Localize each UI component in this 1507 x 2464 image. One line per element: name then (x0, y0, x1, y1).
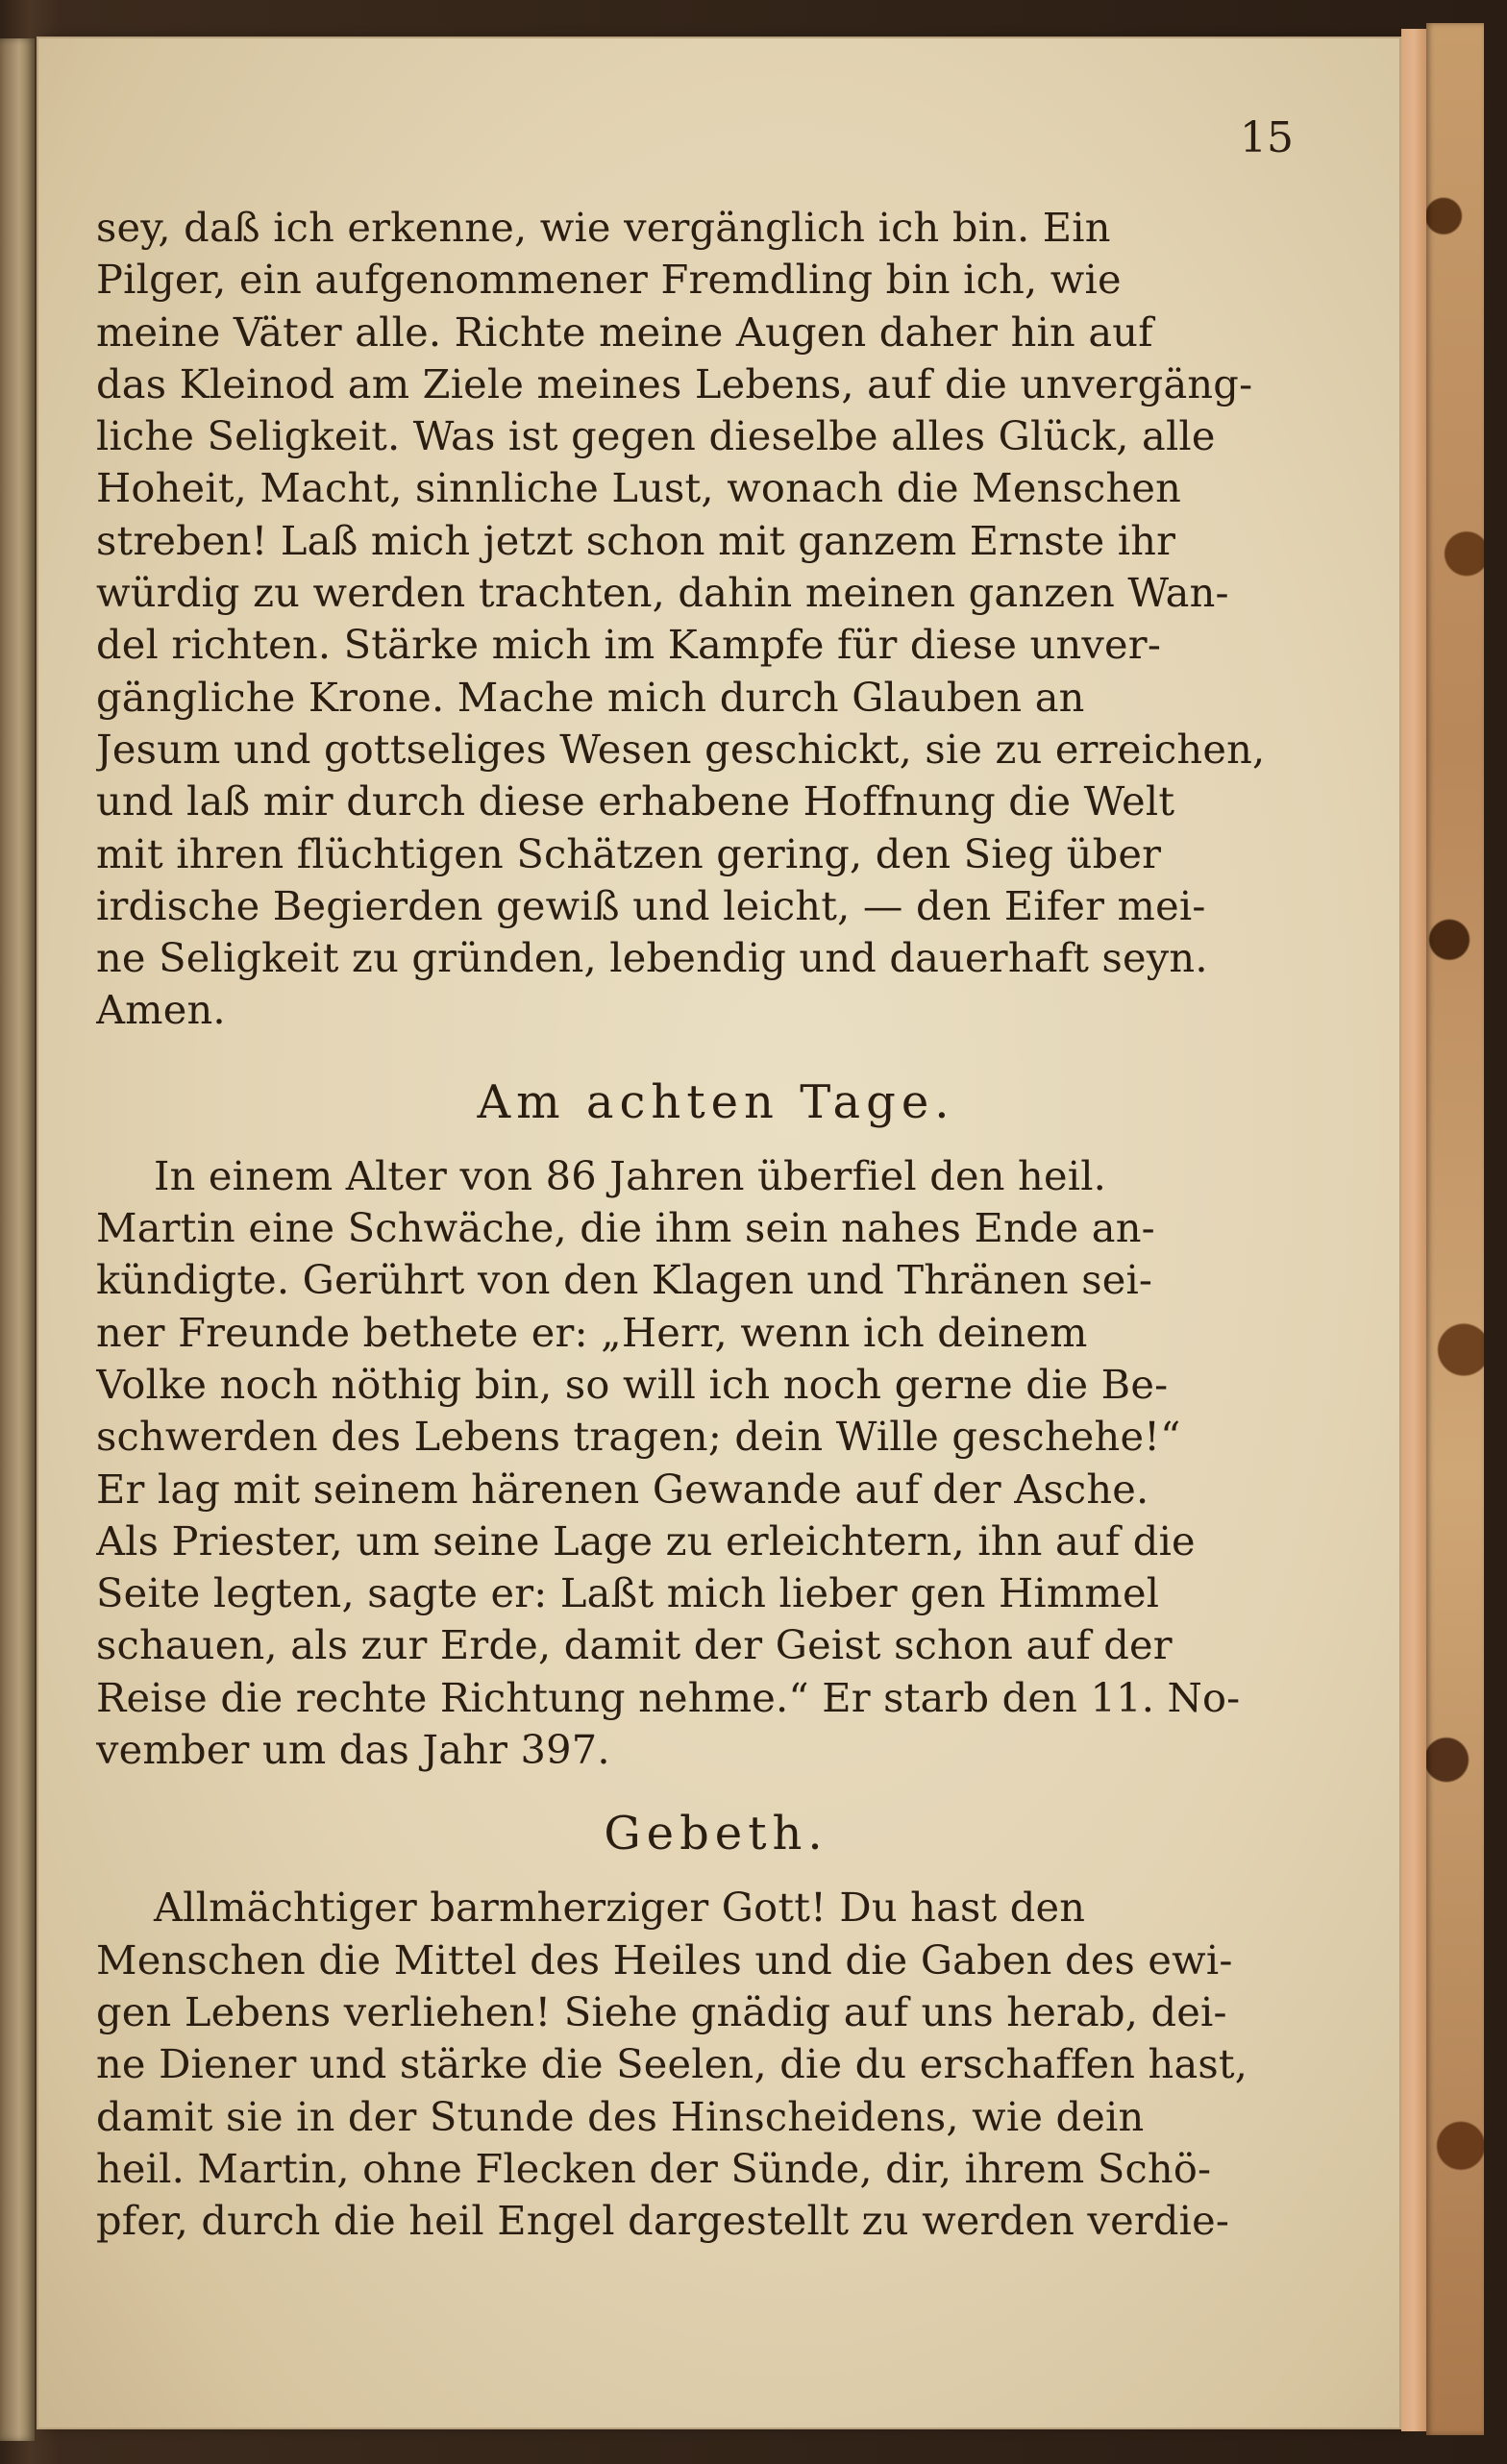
text-line: Er lag mit seinem härenen Gewande auf der Asche. (96, 1465, 1149, 1513)
text-line: irdische Begierden gewiß und leicht, — den Eifer mei- (96, 881, 1206, 929)
page-content (96, 111, 1336, 2247)
text-line: meine Väter alle. Richte meine Augen daher hin auf (96, 308, 1153, 356)
text-line: ne Seligkeit zu gründen, lebendig und dauerhaft seyn. (96, 934, 1208, 982)
text-line: mit ihren flüchtigen Schätzen gering, den Sieg über (96, 829, 1162, 877)
text-line: Martin eine Schwäche, die ihm sein nahes Ende an- (96, 1204, 1155, 1252)
text-line: Pilger, ein aufgenommener Fremdling bin ich, wie (96, 256, 1122, 304)
page-number: 15 (1240, 113, 1294, 162)
text-line: Volke noch nöthig bin, so will ich noch gerne die Be- (96, 1360, 1169, 1408)
text-line: streben! Laß mich jetzt schon mit ganzem Ernste ihr (96, 516, 1176, 564)
text-line: Reise die rechte Richtung nehme.“ Er starb den 11. No- (96, 1673, 1241, 1721)
text-line: pfer, durch die heil Engel dargestellt zu werden verdie- (96, 2197, 1230, 2245)
text-line: Seite legten, sagte er: Laßt mich lieber gen Himmel (96, 1569, 1160, 1617)
section-heading-eighth-day: Am achten Tage. (477, 1074, 955, 1129)
text-line: Menschen die Mittel des Heiles und die Gaben des ewi- (96, 1935, 1233, 1984)
text-line: Amen. (96, 986, 226, 1034)
marbled-cover (1426, 23, 1484, 2435)
text-line: würdig zu werden trachten, dahin meinen ganzen Wan- (96, 569, 1229, 617)
text-line: ner Freunde bethete er: „Herr, wenn ich deinem (96, 1308, 1088, 1356)
paragraph-prayer (96, 1882, 1336, 2247)
section-heading-prayer: Gebeth. (604, 1807, 828, 1861)
text-line: Hoheit, Macht, sinnliche Lust, wonach die Menschen (96, 464, 1182, 512)
text-line: und laß mir durch diese erhabene Hoffnung die Welt (96, 777, 1175, 825)
text-line: gängliche Krone. Mache mich durch Glauben an (96, 673, 1085, 721)
text-line: vember um das Jahr 397. (96, 1726, 610, 1774)
text-line: damit sie in der Stunde des Hinscheidens, wie dein (96, 2092, 1145, 2140)
paragraph-martin-story (96, 1150, 1336, 1777)
text-line: sey, daß ich erkenne, wie vergänglich ich bin. Ein (96, 204, 1111, 251)
text-line: del richten. Stärke mich im Kampfe für diese unver- (96, 621, 1162, 669)
text-line: Jesum und gottseliges Wesen geschickt, sie zu erreichen, (96, 725, 1266, 773)
paragraph-prayer-end (96, 202, 1336, 1037)
text-line: In einem Alter von 86 Jahren überfiel den heil. (154, 1151, 1107, 1199)
text-line: kündigte. Gerührt von den Klagen und Thränen sei- (96, 1256, 1153, 1304)
text-line: gen Lebens verliehen! Siehe gnädig auf uns herab, dei- (96, 1987, 1227, 2035)
text-line: Als Priester, um seine Lage zu erleichtern, ihn auf die (96, 1516, 1196, 1565)
text-line: schwerden des Lebens tragen; dein Wille geschehe!“ (96, 1413, 1181, 1461)
text-line: Allmächtiger barmherziger Gott! Du hast den (154, 1884, 1086, 1932)
text-line: liche Seligkeit. Was ist gegen dieselbe alles Glück, alle (96, 412, 1216, 460)
text-line: heil. Martin, ohne Flecken der Sünde, dir, ihrem Schö- (96, 2144, 1212, 2192)
text-line: das Kleinod am Ziele meines Lebens, auf die unvergäng- (96, 359, 1253, 407)
text-line: ne Diener und stärke die Seelen, die du erschaffen hast, (96, 2040, 1248, 2088)
text-line: schauen, als zur Erde, damit der Geist schon auf der (96, 1621, 1173, 1669)
previous-page-edge (0, 38, 35, 2441)
page-block-edge (1401, 29, 1426, 2431)
